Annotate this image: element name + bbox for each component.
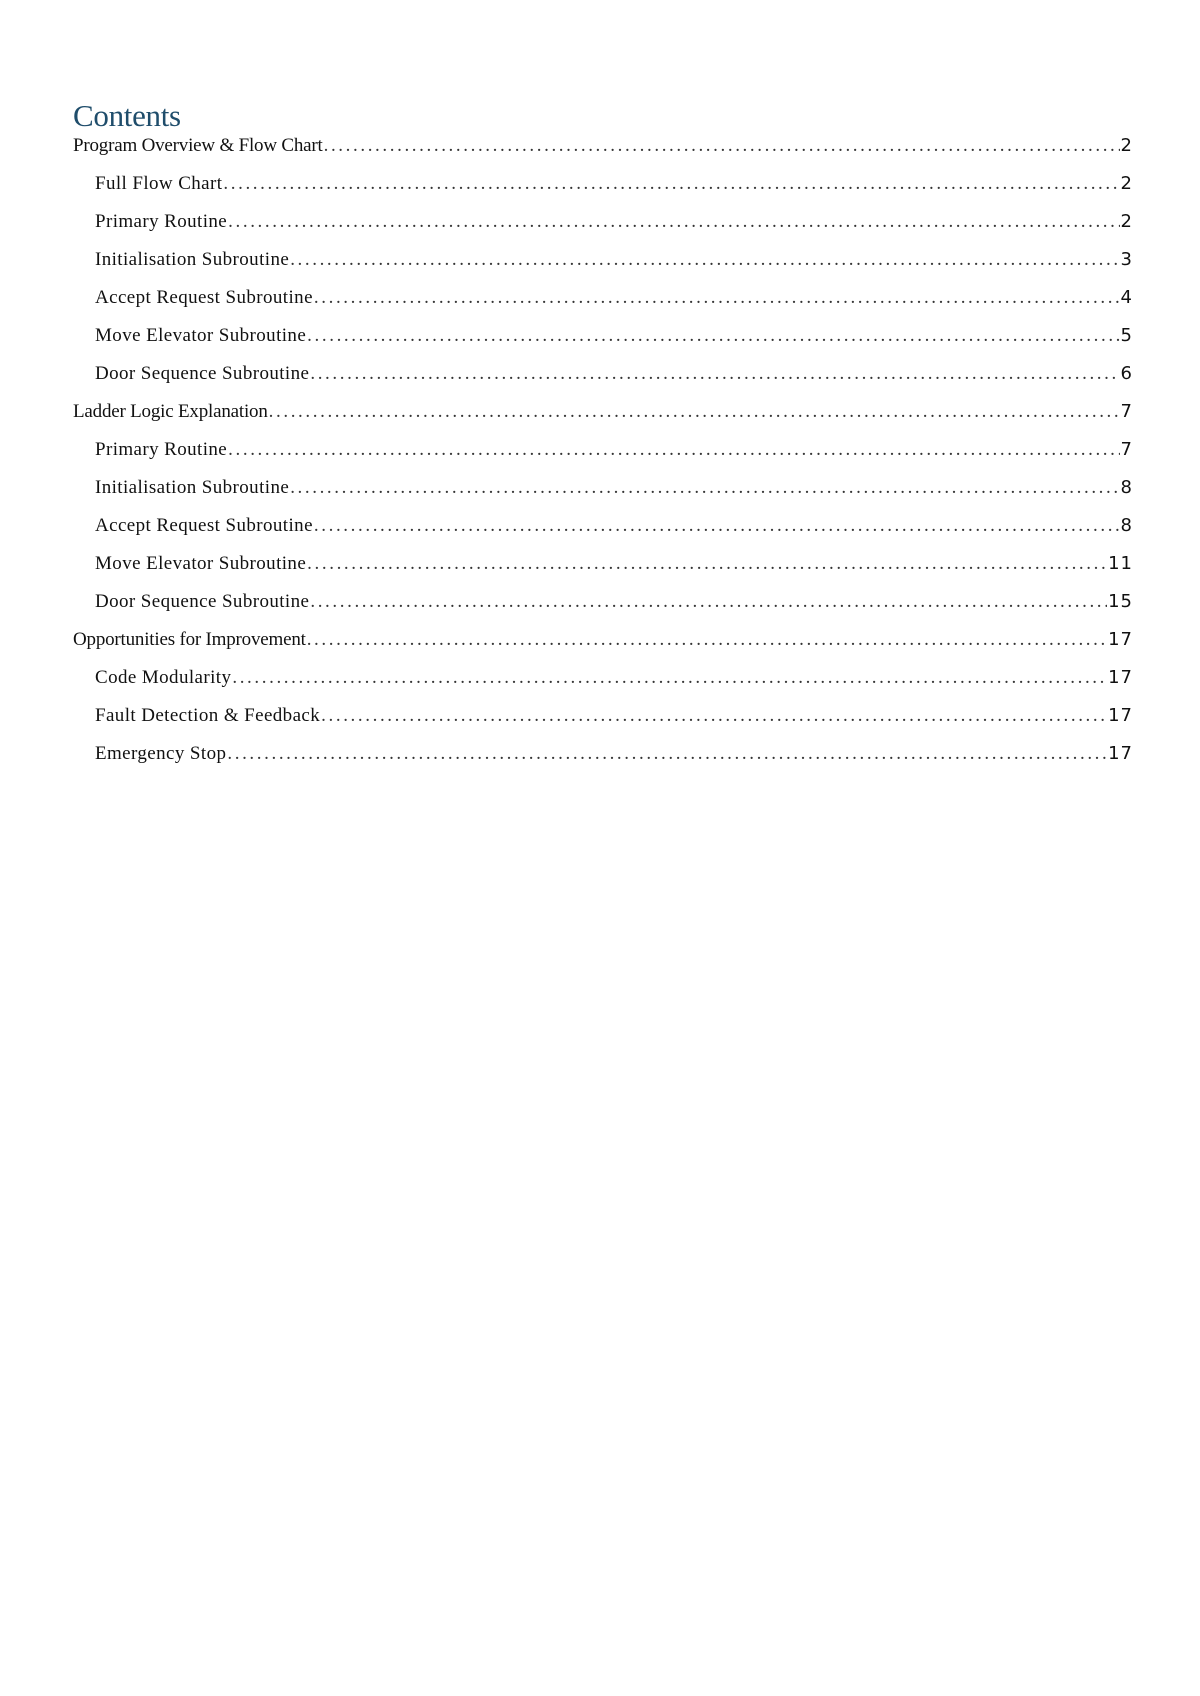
toc-dot-leader: [314, 515, 1120, 537]
toc-entry-page-number: 8: [1120, 477, 1133, 498]
toc-entry[interactable]: [73, 135, 1133, 173]
toc-entry-label: Code Modularity: [95, 667, 232, 688]
toc-entry-page-number: 2: [1120, 135, 1133, 156]
toc-entry[interactable]: [73, 287, 1133, 325]
toc-entry[interactable]: [73, 363, 1133, 401]
toc-entry[interactable]: [73, 439, 1133, 477]
toc-dot-leader: [307, 553, 1107, 575]
toc-dot-leader: [232, 667, 1107, 689]
toc-entry[interactable]: [73, 249, 1133, 287]
toc-entry-page-number: 3: [1120, 249, 1133, 270]
toc-entry-label: Full Flow Chart: [95, 173, 223, 194]
toc-entry-label: Door Sequence Subroutine: [95, 363, 310, 384]
toc-entry-label: Accept Request Subroutine: [95, 515, 313, 536]
toc-entry[interactable]: [73, 743, 1133, 781]
toc-entry-label: Initialisation Subroutine: [95, 477, 290, 498]
toc-dot-leader: [321, 705, 1107, 727]
toc-entry-page-number: 17: [1108, 743, 1133, 764]
toc-entry-label: Door Sequence Subroutine: [95, 591, 310, 612]
toc-entry[interactable]: [73, 553, 1133, 591]
toc-dot-leader: [223, 173, 1119, 195]
toc-dot-leader: [228, 211, 1119, 233]
toc-entry-label: Initialisation Subroutine: [95, 249, 290, 270]
toc-entry-page-number: 7: [1120, 439, 1133, 460]
toc-entry[interactable]: [73, 325, 1133, 363]
toc-entry-label: Accept Request Subroutine: [95, 287, 313, 308]
toc-dot-leader: [227, 743, 1107, 765]
toc-entry[interactable]: [73, 591, 1133, 629]
toc-entry-label: Ladder Logic Explanation: [73, 401, 268, 422]
toc-entry-label: Move Elevator Subroutine: [95, 553, 307, 574]
toc-entry-page-number: 4: [1120, 287, 1133, 308]
toc-entry-page-number: 17: [1108, 629, 1133, 650]
toc-dot-leader: [307, 629, 1107, 651]
toc-dot-leader: [290, 477, 1119, 499]
toc-entry[interactable]: [73, 629, 1133, 667]
toc-entry-page-number: 2: [1120, 173, 1133, 194]
toc-entry-label: Move Elevator Subroutine: [95, 325, 307, 346]
toc-entry-page-number: 5: [1120, 325, 1133, 346]
toc-dot-leader: [314, 287, 1120, 309]
toc-entry-page-number: 11: [1108, 553, 1133, 574]
toc-list: [73, 135, 1133, 781]
toc-entry-page-number: 6: [1120, 363, 1133, 384]
toc-dot-leader: [228, 439, 1119, 461]
toc-dot-leader: [310, 591, 1107, 613]
toc-entry-page-number: 17: [1108, 667, 1133, 688]
toc-entry-page-number: 7: [1120, 401, 1133, 422]
toc-dot-leader: [290, 249, 1119, 271]
toc-entry-page-number: 2: [1120, 211, 1133, 232]
toc-entry[interactable]: [73, 173, 1133, 211]
toc-entry[interactable]: [73, 515, 1133, 553]
toc-entry-label: Primary Routine: [95, 439, 228, 460]
toc-entry[interactable]: [73, 401, 1133, 439]
toc-entry-label: Program Overview & Flow Chart: [73, 135, 323, 156]
toc-entry-label: Fault Detection & Feedback: [95, 705, 321, 726]
toc-heading: Contents: [73, 98, 181, 133]
toc-dot-leader: [269, 401, 1120, 423]
toc-entry[interactable]: [73, 477, 1133, 515]
toc-entry-label: Emergency Stop: [95, 743, 227, 764]
toc-entry[interactable]: [73, 705, 1133, 743]
table-of-contents: [73, 96, 1133, 781]
toc-entry-page-number: 15: [1108, 591, 1133, 612]
toc-entry-label: Opportunities for Improvement: [73, 629, 306, 650]
toc-dot-leader: [324, 135, 1120, 157]
toc-entry-page-number: 8: [1120, 515, 1133, 536]
toc-entry[interactable]: [73, 211, 1133, 249]
toc-entry[interactable]: [73, 667, 1133, 705]
toc-entry-page-number: 17: [1108, 705, 1133, 726]
toc-entry-label: Primary Routine: [95, 211, 228, 232]
toc-dot-leader: [310, 363, 1119, 385]
toc-dot-leader: [307, 325, 1119, 347]
